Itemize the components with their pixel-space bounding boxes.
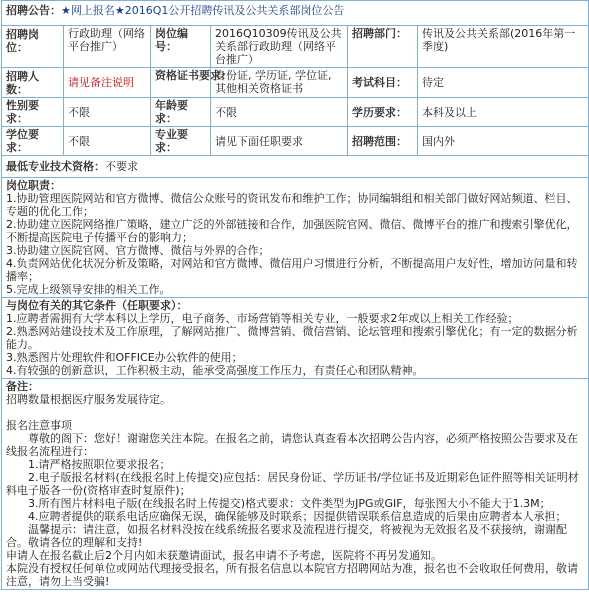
- count-label: 招聘人数：: [2, 68, 64, 98]
- code-label: 岗位编号：: [151, 26, 211, 68]
- requirements-title: 与岗位有关的其它条件（任职要求）：: [6, 299, 188, 312]
- scope-value: 国内外: [418, 127, 589, 156]
- announcement-title[interactable]: ★网上报名★2016Q1公开招聘传讯及公共关系部岗位公告: [61, 4, 345, 17]
- exam-label: 考试科目：: [348, 68, 418, 98]
- edu-label: 学历要求：: [348, 98, 418, 127]
- notes-warm-tip: 温馨提示：请注意，如报名材料没按在线系统报名要求及流程进行提交，将被视为无效报名及不获接纳，谢谢配合。敬请各位的理解和支持!: [6, 523, 567, 549]
- notes-closing: 本院没有授权任何单位或网站代理接受报名，所有报名信息以本院官方招聘网站为准，报名也不会收取任何费用，敬请注意，请勿上当受骗!: [6, 562, 578, 588]
- gender-value: 不限: [64, 98, 151, 127]
- requirement-line: 4.有较强的创新意识，工作积极主动，能承受高强度工作压力，有责任心和团队精神。: [6, 364, 424, 377]
- notes-row: [2, 379, 589, 590]
- count-value[interactable]: 请见备注说明: [64, 68, 151, 98]
- notes-greeting: 尊敬的阁下：您好！谢谢您关注本院。在报名之前，请您认真查看本次招聘公告内容，必须严格按照公告要求及在线报名流程进行：: [6, 432, 578, 458]
- notes-step: 4.应聘者提供的联系电话应确保无误，确保能够及时联系；因提供错误联系信息造成的后果由应聘者本人承担；: [28, 510, 567, 523]
- job-posting: [1, 0, 588, 590]
- gender-label: 性别要求：: [2, 98, 64, 127]
- announcement-row: [2, 1, 589, 26]
- notes-step: 3.所有图片材料电子版(在线报名时上传提交)格式要求：文件类型为JPG或GIF，每张图大小不能大于1.3M；: [28, 497, 551, 510]
- age-value: 不限: [211, 98, 348, 127]
- min-qual-row: [2, 156, 589, 178]
- job-posting-table: [1, 0, 589, 590]
- notes-step: 2.电子版报名材料(在线报名时上传提交)应包括：居民身份证、学历证书/学位证书及近期彩色证件照等相关证明材料电子版各一份(资格审查时复原件)；: [6, 471, 579, 497]
- duties-row: [2, 178, 589, 298]
- min-qual-value: 不要求: [105, 160, 138, 173]
- major-label: 专业要求：: [151, 127, 211, 156]
- age-label: 年龄要求：: [151, 98, 211, 127]
- post-label: 招聘岗位：: [2, 26, 64, 68]
- exam-value: 待定: [418, 68, 589, 98]
- requirement-line: 3.熟悉图片处理软件和OFFICE办公软件的使用；: [6, 351, 243, 364]
- cert-value: 身份证, 学历证, 学位证, 其他相关资格证书: [211, 68, 348, 98]
- notes-closing: 申请人在报名截止后2个月内如未获邀请面试，报名申请不予考虑，医院将不再另发通知。: [6, 549, 442, 562]
- dept-value: 传讯及公共关系部(2016年第一季度): [418, 26, 589, 68]
- cert-label: 资格证书要求：: [151, 68, 211, 98]
- dept-label: 招聘部门：: [348, 26, 418, 68]
- requirement-line: 2.熟悉网站建设技术及工作原理，了解网站推广、微博营销、微信营销、论坛管理和搜索引擎优化；有一定的数据分析能力。: [6, 325, 578, 351]
- duty-line: 4.负责网站优化状况分析及策略，对网站和官方微博、微信用户习惯进行分析，不断提高用户友好性，增加访问量和转播率；: [6, 257, 578, 283]
- duty-line: 3.协助建立医院官网、官方微博、微信与外界的合作；: [6, 244, 270, 257]
- requirements-row: [2, 298, 589, 379]
- code-value: 2016Q10309传讯及公共关系部行政助理（网络平台推广）: [211, 26, 348, 68]
- post-value: 行政助理（网络平台推广）: [64, 26, 151, 68]
- count-row: [2, 68, 589, 98]
- duty-line: 1.协助管理医院网站和官方微博、微信公众账号的资讯发布和维护工作；协同编辑组和相关部门做好网站频道、栏目、专题的优化工作；: [6, 192, 578, 218]
- degree-value: 不限: [64, 127, 151, 156]
- gender-row: [2, 98, 589, 127]
- post-row: [2, 26, 589, 68]
- duty-line: 5.完成上级领导安排的相关工作。: [6, 283, 171, 296]
- notes-intro: 招聘数量根据医疗服务发展待定。: [6, 393, 171, 406]
- edu-value: 本科及以上: [418, 98, 589, 127]
- notes-step: 1.请严格按照职位要求报名；: [28, 458, 171, 471]
- requirement-line: 1.应聘者需拥有大学本科以上学历，电子商务、市场营销等相关专业，一般要求2年或以上相关工作经验；: [6, 312, 519, 325]
- announcement-label: 招聘公告：: [6, 4, 61, 17]
- degree-label: 学位要求：: [2, 127, 64, 156]
- degree-row: [2, 127, 589, 156]
- min-qual-label: 最低专业技术资格：: [6, 160, 105, 173]
- major-value: 请见下面任职要求: [211, 127, 348, 156]
- scope-label: 招聘范围：: [348, 127, 418, 156]
- duties-title: 岗位职责：: [6, 179, 61, 192]
- notes-subtitle: 报名注意事项: [6, 419, 72, 432]
- duty-line: 2.协助建立医院网络推广策略，建立广泛的外部链接和合作，加强医院官网、微信、微博平台的推广和搜索引擎优化，不断提高医院电子传播平台的影响力；: [6, 218, 578, 244]
- notes-title: 备注：: [6, 380, 39, 393]
